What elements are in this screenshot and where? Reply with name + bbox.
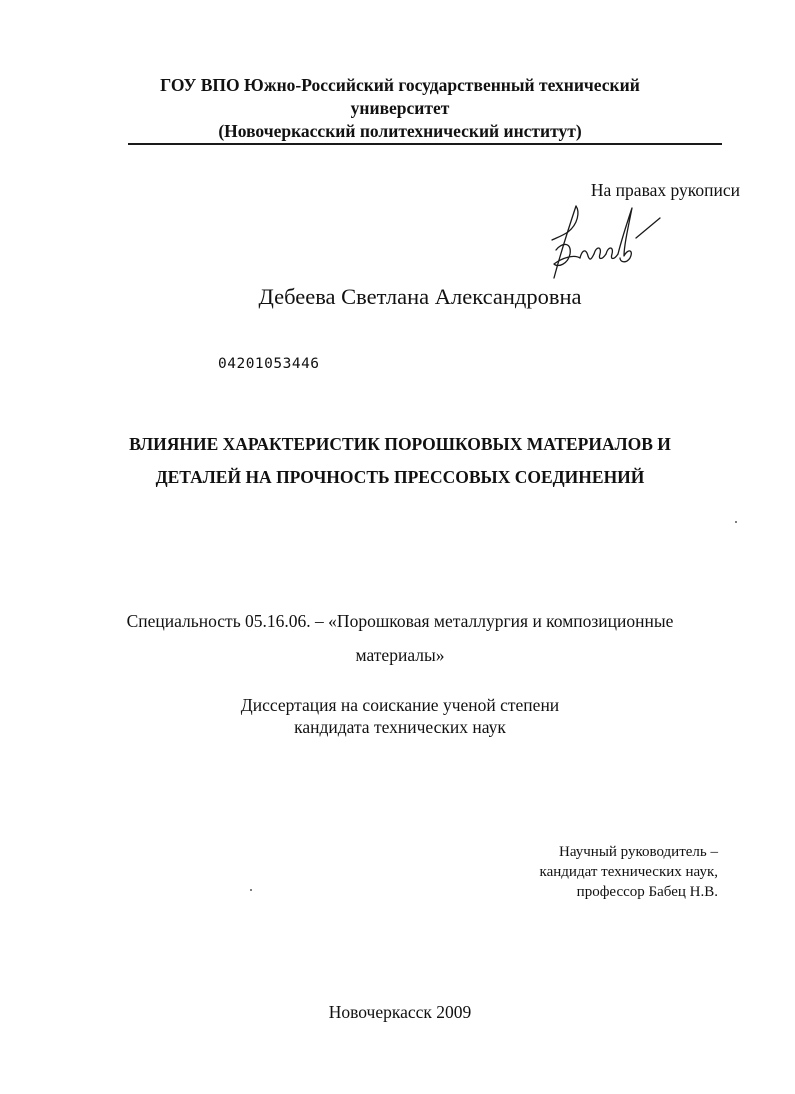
supervisor-line-3: профессор Бабец Н.В. (576, 884, 718, 900)
document-code: 04201053446 (218, 356, 320, 372)
title-line-2: ДЕТАЛЕЙ НА ПРОЧНОСТЬ ПРЕССОВЫХ СОЕДИНЕНИЙ (155, 467, 645, 487)
specialty (60, 604, 740, 672)
degree-statement (60, 694, 740, 738)
degree-line-2: кандидата технических наук (294, 717, 506, 737)
handwritten-signature (532, 198, 672, 288)
scan-speck (250, 889, 252, 891)
institution-line-2: университет (350, 98, 450, 118)
dissertation-title (60, 428, 740, 494)
institution-line-1: ГОУ ВПО Южно-Российский государственный технический (160, 75, 640, 95)
author-name: Дебеева Светлана Александровна (258, 284, 582, 309)
degree-line-1: Диссертация на соискание ученой степени (240, 695, 560, 715)
institution-header (60, 74, 740, 143)
manuscript-note: На правах рукописи (590, 180, 740, 200)
scan-speck (735, 521, 737, 523)
title-line-1: ВЛИЯНИЕ ХАРАКТЕРИСТИК ПОРОШКОВЫХ МАТЕРИАЛОВ И (129, 434, 671, 454)
scientific-supervisor (500, 842, 718, 902)
specialty-line-1: Специальность 05.16.06. – «Порошковая металлургия и композиционные (126, 611, 674, 631)
institution-line-3: (Новочеркасский политехнический институт) (218, 121, 582, 141)
supervisor-line-2: кандидат технических наук, (539, 864, 718, 880)
specialty-line-2: материалы» (355, 645, 445, 665)
city-year: Новочеркасск 2009 (328, 1002, 472, 1022)
header-divider (128, 143, 722, 145)
supervisor-line-1: Научный руководитель – (559, 844, 718, 860)
